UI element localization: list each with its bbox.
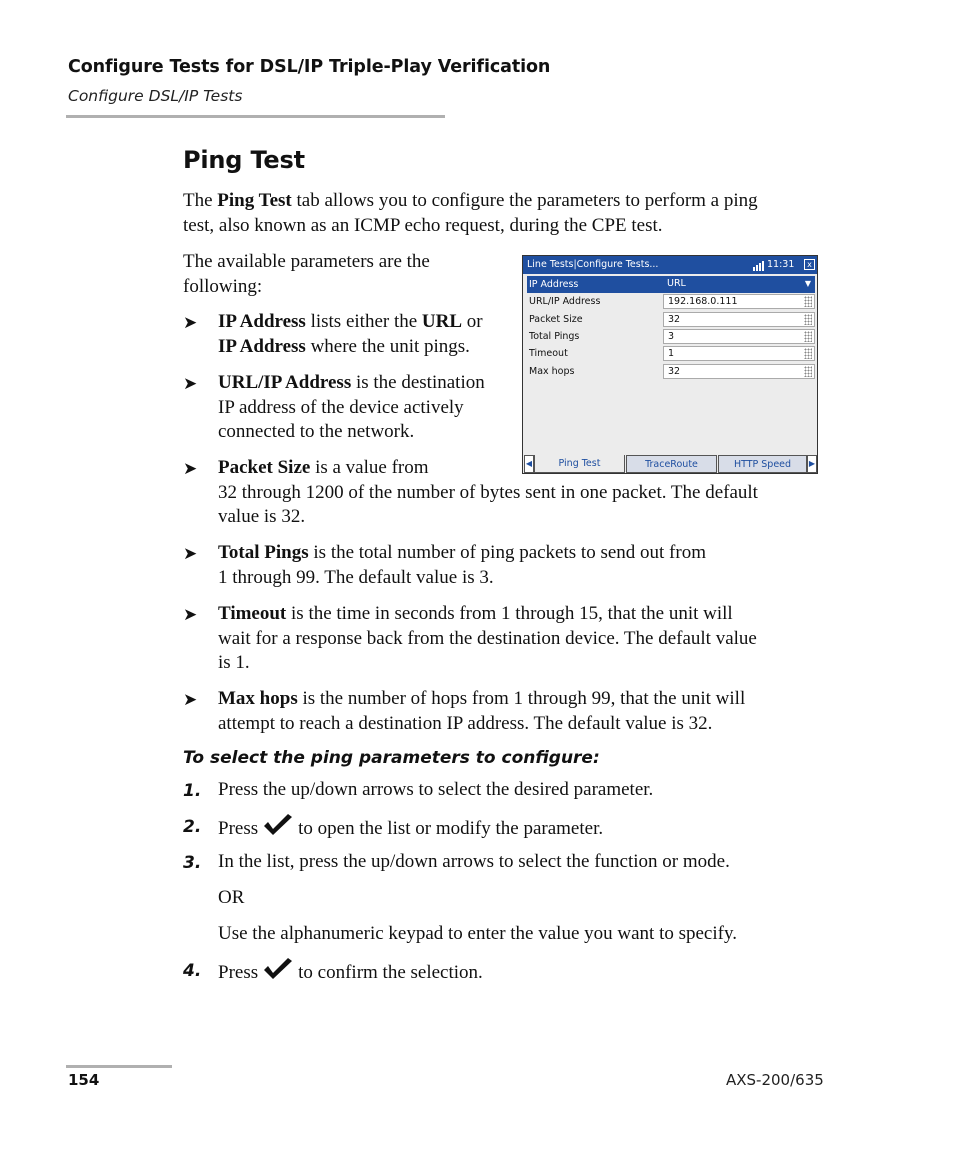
parameter-name: URL [421,311,463,332]
keypad-grip-icon [804,296,812,307]
parameter-text: is the number of hops from 1 through 99, that the unit will [297,688,746,709]
tab-http-speed[interactable]: HTTP Speed [718,455,807,473]
parameter-text: is the time in seconds from 1 through 15, that the unit will [286,603,733,624]
parameter-name: URL/IP Address [218,372,352,393]
device-title-bar [523,256,817,274]
device-param-value-text: 32 [668,313,681,325]
device-param-value[interactable] [663,364,815,379]
parameter-item [218,541,706,590]
intro-paragraph: The Ping Test tab allows you to configure the parameters to perform a ping test, also known as an ICMP echo request, during the CPE test. [183,190,758,236]
close-icon[interactable]: x [804,259,815,270]
dropdown-arrow-icon[interactable]: ▼ [804,279,811,288]
check-icon [262,814,294,846]
device-clock: 11:31 [767,259,795,270]
device-param-row[interactable] [527,363,815,380]
device-param-row[interactable] [527,328,815,345]
step-text: OR [218,887,245,908]
parameter-item [218,371,485,445]
device-param-label: IP Address [529,279,579,290]
step-text: Press to open the list or modify the parameter. [218,814,603,846]
keypad-grip-icon [804,348,812,359]
parameter-text: lists either the [305,311,422,332]
device-param-row[interactable] [527,311,815,328]
running-title: Configure Tests for DSL/IP Triple-Play Verification [68,57,551,77]
device-param-value-text: URL [667,278,686,289]
product-name: AXS-200/635 [726,1071,824,1089]
bullet-arrow-icon: ➤ [183,690,198,709]
keypad-grip-icon [804,314,812,325]
parameter-text: or [462,311,483,332]
step-text: In the list, press the up/down arrows to select the function or mode. [218,851,730,872]
device-title: Line Tests|Configure Tests... [527,259,659,270]
device-param-value-text: 1 [668,348,675,360]
parameter-name: Timeout [218,603,287,624]
step-text: Use the alphanumeric keypad to enter the value you want to specify. [218,923,737,944]
keypad-grip-icon [804,366,812,377]
device-param-value[interactable] [663,277,815,292]
bullet-arrow-icon: ➤ [183,605,198,624]
device-tab-bar [523,455,817,473]
tab-traceroute[interactable]: TraceRoute [626,455,717,473]
step-number: 4. [183,961,202,981]
parameter-item [218,310,483,359]
parameter-text: IP address of the device actively [218,396,464,418]
header-rule [66,115,445,118]
device-param-row[interactable] [527,276,815,293]
available-parameters-text: The available parameters are the following: [183,251,430,297]
step-text: Press to confirm the selection. [218,958,483,990]
bullet-arrow-icon: ➤ [183,544,198,563]
device-param-row[interactable] [527,293,815,310]
device-param-label: Timeout [529,348,568,360]
parameter-text: is the destination [351,372,485,393]
footer-rule [66,1065,172,1068]
bullet-arrow-icon: ➤ [183,313,198,332]
parameter-text: is a value from [310,457,429,478]
step-number: 1. [183,781,202,801]
parameter-text: 32 through 1200 of the number of bytes sent in one packet. The default [218,481,758,503]
step-number: 2. [183,817,202,837]
device-param-value-text: 32 [668,365,681,377]
section-title: Ping Test [183,146,305,174]
device-param-label: Max hops [529,365,575,377]
parameter-text: is the total number of ping packets to send out from [308,542,706,563]
parameter-name: Packet Size [218,457,311,478]
step-text: Press the up/down arrows to select the desired parameter. [218,779,654,800]
device-param-value-text: 3 [668,330,675,342]
parameter-name: Total Pings [218,542,309,563]
parameter-text: attempt to reach a destination IP address. The default value is 32. [218,712,713,734]
parameter-name: IP Address [218,335,306,357]
parameter-text: is 1. [218,652,250,673]
device-param-value-text: 192.168.0.111 [668,296,738,308]
tab-ping-test[interactable]: Ping Test [534,455,625,473]
device-param-row[interactable] [527,345,815,362]
device-param-value[interactable] [663,346,815,361]
parameter-text: wait for a response back from the destination device. The default value [218,627,757,649]
parameter-item [218,687,745,736]
procedure-title: To select the ping parameters to configure: [183,748,600,768]
parameter-name: Max hops [218,688,298,709]
parameter-text: 1 through 99. The default value is 3. [218,566,494,588]
step-number: 3. [183,853,202,873]
parameter-text: connected to the network. [218,421,415,442]
tab-scroll-left-icon[interactable]: ◀ [524,455,534,473]
device-param-value[interactable] [663,294,815,309]
tab-scroll-right-icon[interactable]: ▶ [807,455,817,473]
parameter-item [218,602,757,676]
page-number: 154 [68,1071,100,1089]
device-param-label: Total Pings [529,330,580,342]
bullet-arrow-icon: ➤ [183,459,198,478]
running-subtitle: Configure DSL/IP Tests [68,87,243,105]
device-param-value[interactable] [663,312,815,327]
keypad-grip-icon [804,331,812,342]
bullet-arrow-icon: ➤ [183,374,198,393]
check-icon [262,958,294,990]
device-param-label: URL/IP Address [529,296,601,308]
device-param-value[interactable] [663,329,815,344]
device-param-label: Packet Size [529,313,583,325]
parameter-text: value is 32. [218,506,306,527]
parameter-name: IP Address [218,311,306,332]
parameter-text: where the unit pings. [305,335,470,357]
device-screenshot [522,255,818,474]
